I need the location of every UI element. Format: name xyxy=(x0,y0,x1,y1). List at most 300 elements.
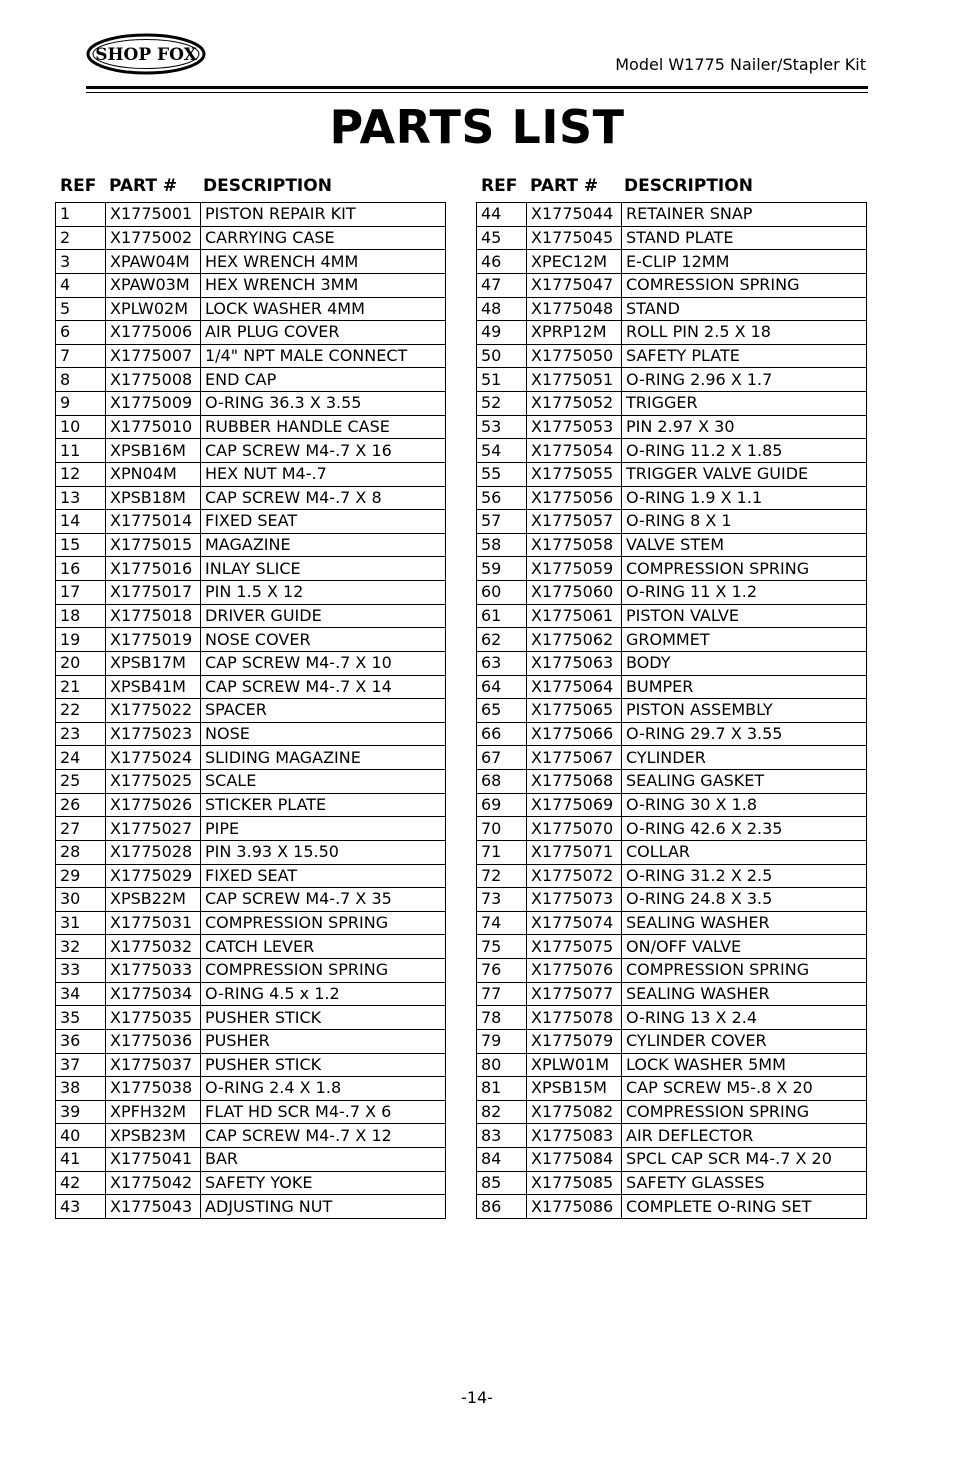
part-number-cell: X1775047 xyxy=(527,273,622,297)
description-cell: ROLL PIN 2.5 X 18 xyxy=(622,321,867,345)
description-cell: E-CLIP 12MM xyxy=(622,250,867,274)
ref-cell: 76 xyxy=(477,959,527,983)
table-row xyxy=(56,840,446,864)
table-header xyxy=(55,172,446,202)
table-row xyxy=(56,959,446,983)
ref-cell: 55 xyxy=(477,462,527,486)
part-number-cell: XPLW02M xyxy=(106,297,201,321)
part-number-cell: XPN04M xyxy=(106,462,201,486)
description-cell: O-RING 24.8 X 3.5 xyxy=(622,888,867,912)
table-row xyxy=(477,651,867,675)
part-number-cell: X1775017 xyxy=(106,581,201,605)
part-number-cell: X1775055 xyxy=(527,462,622,486)
part-number-cell: X1775052 xyxy=(527,392,622,416)
table-row xyxy=(56,793,446,817)
ref-cell: 23 xyxy=(56,722,106,746)
description-cell: PUSHER xyxy=(201,1029,446,1053)
part-number-cell: X1775077 xyxy=(527,982,622,1006)
description-cell: O-RING 42.6 X 2.35 xyxy=(622,817,867,841)
ref-cell: 27 xyxy=(56,817,106,841)
table-row xyxy=(56,1006,446,1030)
table-row xyxy=(56,1077,446,1101)
part-number-cell: X1775008 xyxy=(106,368,201,392)
description-cell: CAP SCREW M4-.7 X 12 xyxy=(201,1124,446,1148)
ref-cell: 17 xyxy=(56,581,106,605)
part-number-cell: X1775045 xyxy=(527,226,622,250)
ref-cell: 78 xyxy=(477,1006,527,1030)
description-cell: O-RING 36.3 X 3.55 xyxy=(201,392,446,416)
table-row xyxy=(56,439,446,463)
description-cell: HEX WRENCH 3MM xyxy=(201,273,446,297)
table-row xyxy=(477,1029,867,1053)
ref-cell: 26 xyxy=(56,793,106,817)
part-number-cell: X1775063 xyxy=(527,651,622,675)
ref-cell: 45 xyxy=(477,226,527,250)
ref-cell: 9 xyxy=(56,392,106,416)
part-number-cell: X1775027 xyxy=(106,817,201,841)
ref-cell: 29 xyxy=(56,864,106,888)
description-cell: PUSHER STICK xyxy=(201,1053,446,1077)
part-number-cell: X1775043 xyxy=(106,1195,201,1219)
part-number-cell: X1775041 xyxy=(106,1148,201,1172)
description-cell: FIXED SEAT xyxy=(201,864,446,888)
table-row xyxy=(477,557,867,581)
description-cell: BAR xyxy=(201,1148,446,1172)
ref-cell: 33 xyxy=(56,959,106,983)
part-number-cell: X1775023 xyxy=(106,722,201,746)
page-title: PARTS LIST xyxy=(329,100,625,154)
table-row xyxy=(56,699,446,723)
table-row xyxy=(477,344,867,368)
table-row xyxy=(56,273,446,297)
ref-cell: 3 xyxy=(56,250,106,274)
description-cell: CAP SCREW M4-.7 X 8 xyxy=(201,486,446,510)
part-number-cell: X1775034 xyxy=(106,982,201,1006)
description-cell: AIR PLUG COVER xyxy=(201,321,446,345)
table-row xyxy=(477,250,867,274)
ref-cell: 41 xyxy=(56,1148,106,1172)
description-cell: HEX NUT M4-.7 xyxy=(201,462,446,486)
description-cell: SEALING WASHER xyxy=(622,982,867,1006)
ref-cell: 14 xyxy=(56,510,106,534)
description-cell: COLLAR xyxy=(622,840,867,864)
ref-cell: 67 xyxy=(477,746,527,770)
table-row xyxy=(56,651,446,675)
part-number-cell: X1775059 xyxy=(527,557,622,581)
part-number-cell: X1775038 xyxy=(106,1077,201,1101)
description-cell: FIXED SEAT xyxy=(201,510,446,534)
part-number-cell: XPAW03M xyxy=(106,273,201,297)
ref-cell: 60 xyxy=(477,581,527,605)
model-title: Model W1775 Nailer/Stapler Kit xyxy=(615,55,866,74)
ref-cell: 47 xyxy=(477,273,527,297)
ref-cell: 48 xyxy=(477,297,527,321)
table-row xyxy=(56,1171,446,1195)
parts-rows-right xyxy=(477,203,867,1219)
ref-cell: 59 xyxy=(477,557,527,581)
description-cell: COMPRESSION SPRING xyxy=(622,557,867,581)
part-number-cell: XPAW04M xyxy=(106,250,201,274)
ref-cell: 6 xyxy=(56,321,106,345)
description-cell: END CAP xyxy=(201,368,446,392)
description-cell: INLAY SLICE xyxy=(201,557,446,581)
part-number-cell: X1775057 xyxy=(527,510,622,534)
table-row xyxy=(56,982,446,1006)
table-row xyxy=(56,297,446,321)
description-cell: RETAINER SNAP xyxy=(622,203,867,227)
table-row xyxy=(477,273,867,297)
part-number-cell: X1775062 xyxy=(527,628,622,652)
table-row xyxy=(56,510,446,534)
table-row xyxy=(477,864,867,888)
description-cell: COMPRESSION SPRING xyxy=(622,1100,867,1124)
description-cell: MAGAZINE xyxy=(201,533,446,557)
ref-cell: 54 xyxy=(477,439,527,463)
ref-cell: 1 xyxy=(56,203,106,227)
part-number-cell: X1775054 xyxy=(527,439,622,463)
part-number-cell: X1775009 xyxy=(106,392,201,416)
table-row xyxy=(56,604,446,628)
part-number-cell: X1775058 xyxy=(527,533,622,557)
part-number-cell: X1775032 xyxy=(106,935,201,959)
table-row xyxy=(477,1148,867,1172)
table-row xyxy=(56,817,446,841)
ref-cell: 75 xyxy=(477,935,527,959)
part-number-cell: X1775072 xyxy=(527,864,622,888)
ref-cell: 42 xyxy=(56,1171,106,1195)
ref-cell: 22 xyxy=(56,699,106,723)
description-cell: NOSE COVER xyxy=(201,628,446,652)
description-cell: O-RING 11.2 X 1.85 xyxy=(622,439,867,463)
table-row xyxy=(477,793,867,817)
description-cell: PIN 2.97 X 30 xyxy=(622,415,867,439)
description-cell: CATCH LEVER xyxy=(201,935,446,959)
table-row xyxy=(477,1053,867,1077)
ref-cell: 69 xyxy=(477,793,527,817)
ref-header: REF xyxy=(481,176,518,196)
part-number-cell: X1775001 xyxy=(106,203,201,227)
parts-rows-left xyxy=(56,203,446,1219)
table-row xyxy=(477,722,867,746)
ref-cell: 43 xyxy=(56,1195,106,1219)
ref-cell: 58 xyxy=(477,533,527,557)
part-number-cell: XPSB18M xyxy=(106,486,201,510)
description-cell: CYLINDER xyxy=(622,746,867,770)
ref-cell: 82 xyxy=(477,1100,527,1124)
table-row xyxy=(56,226,446,250)
description-cell: ON/OFF VALVE xyxy=(622,935,867,959)
description-cell: CAP SCREW M4-.7 X 35 xyxy=(201,888,446,912)
ref-cell: 11 xyxy=(56,439,106,463)
table-row xyxy=(56,462,446,486)
description-cell: SAFETY YOKE xyxy=(201,1171,446,1195)
description-cell: O-RING 11 X 1.2 xyxy=(622,581,867,605)
description-cell: CARRYING CASE xyxy=(201,226,446,250)
table-row xyxy=(477,415,867,439)
part-number-cell: X1775042 xyxy=(106,1171,201,1195)
ref-cell: 50 xyxy=(477,344,527,368)
description-cell: COMPLETE O-RING SET xyxy=(622,1195,867,1219)
part-number-cell: XPSB17M xyxy=(106,651,201,675)
description-cell: BODY xyxy=(622,651,867,675)
part-number-cell: X1775019 xyxy=(106,628,201,652)
part-number-cell: X1775026 xyxy=(106,793,201,817)
table-row xyxy=(477,297,867,321)
table-row xyxy=(477,770,867,794)
part-number-cell: XPRP12M xyxy=(527,321,622,345)
shop-fox-logo xyxy=(86,30,206,78)
description-cell: O-RING 29.7 X 3.55 xyxy=(622,722,867,746)
ref-cell: 56 xyxy=(477,486,527,510)
description-cell: SPCL CAP SCR M4-.7 X 20 xyxy=(622,1148,867,1172)
part-number-cell: X1775031 xyxy=(106,911,201,935)
part-number-cell: X1775025 xyxy=(106,770,201,794)
ref-cell: 36 xyxy=(56,1029,106,1053)
description-cell: O-RING 4.5 x 1.2 xyxy=(201,982,446,1006)
table-row xyxy=(477,675,867,699)
table-row xyxy=(56,770,446,794)
parts-table-right xyxy=(476,172,867,1219)
table-row xyxy=(56,415,446,439)
description-cell: CYLINDER COVER xyxy=(622,1029,867,1053)
ref-cell: 62 xyxy=(477,628,527,652)
part-number-cell: X1775018 xyxy=(106,604,201,628)
table-row xyxy=(56,250,446,274)
part-number-cell: X1775060 xyxy=(527,581,622,605)
description-cell: HEX WRENCH 4MM xyxy=(201,250,446,274)
ref-cell: 37 xyxy=(56,1053,106,1077)
part-number-cell: X1775037 xyxy=(106,1053,201,1077)
table-row xyxy=(477,1077,867,1101)
table-row xyxy=(477,581,867,605)
parts-table-left xyxy=(55,172,446,1219)
description-cell: AIR DEFLECTOR xyxy=(622,1124,867,1148)
ref-cell: 32 xyxy=(56,935,106,959)
description-cell: COMPRESSION SPRING xyxy=(201,959,446,983)
table-row xyxy=(56,344,446,368)
ref-cell: 53 xyxy=(477,415,527,439)
part-number-cell: X1775069 xyxy=(527,793,622,817)
table-row xyxy=(477,959,867,983)
description-cell: O-RING 8 X 1 xyxy=(622,510,867,534)
description-cell: CAP SCREW M5-.8 X 20 xyxy=(622,1077,867,1101)
description-cell: PUSHER STICK xyxy=(201,1006,446,1030)
table-header xyxy=(476,172,867,202)
part-number-cell: X1775053 xyxy=(527,415,622,439)
part-number-cell: X1775051 xyxy=(527,368,622,392)
part-number-cell: XPSB15M xyxy=(527,1077,622,1101)
table-row xyxy=(477,1195,867,1219)
part-number-cell: X1775028 xyxy=(106,840,201,864)
table-row xyxy=(477,1124,867,1148)
table-row xyxy=(477,746,867,770)
part-number-cell: X1775085 xyxy=(527,1171,622,1195)
ref-cell: 12 xyxy=(56,462,106,486)
part-number-cell: X1775076 xyxy=(527,959,622,983)
part-number-cell: X1775082 xyxy=(527,1100,622,1124)
description-cell: COMPRESSION SPRING xyxy=(622,959,867,983)
ref-cell: 63 xyxy=(477,651,527,675)
ref-cell: 40 xyxy=(56,1124,106,1148)
part-number-cell: X1775067 xyxy=(527,746,622,770)
description-cell: LOCK WASHER 5MM xyxy=(622,1053,867,1077)
table-row xyxy=(56,203,446,227)
ref-header: REF xyxy=(60,176,97,196)
part-number-cell: X1775044 xyxy=(527,203,622,227)
table-row xyxy=(56,888,446,912)
ref-cell: 8 xyxy=(56,368,106,392)
part-number-cell: X1775074 xyxy=(527,911,622,935)
part-number-cell: XPEC12M xyxy=(527,250,622,274)
description-cell: O-RING 31.2 X 2.5 xyxy=(622,864,867,888)
ref-cell: 51 xyxy=(477,368,527,392)
description-cell: CAP SCREW M4-.7 X 16 xyxy=(201,439,446,463)
description-cell: SAFETY GLASSES xyxy=(622,1171,867,1195)
table-row xyxy=(477,699,867,723)
ref-cell: 73 xyxy=(477,888,527,912)
table-row xyxy=(56,533,446,557)
table-row xyxy=(477,628,867,652)
description-cell: O-RING 30 X 1.8 xyxy=(622,793,867,817)
table-row xyxy=(56,581,446,605)
part-number-cell: XPSB23M xyxy=(106,1124,201,1148)
ref-cell: 61 xyxy=(477,604,527,628)
table-row xyxy=(477,911,867,935)
table-row xyxy=(56,746,446,770)
ref-cell: 10 xyxy=(56,415,106,439)
description-cell: O-RING 1.9 X 1.1 xyxy=(622,486,867,510)
table-row xyxy=(56,1100,446,1124)
description-cell: TRIGGER VALVE GUIDE xyxy=(622,462,867,486)
svg-text:SHOP FOX: SHOP FOX xyxy=(95,45,197,65)
description-cell: DRIVER GUIDE xyxy=(201,604,446,628)
ref-cell: 5 xyxy=(56,297,106,321)
table-row xyxy=(477,840,867,864)
ref-cell: 68 xyxy=(477,770,527,794)
part-number-cell: X1775050 xyxy=(527,344,622,368)
part-number-cell: X1775022 xyxy=(106,699,201,723)
table-row xyxy=(56,1029,446,1053)
ref-cell: 84 xyxy=(477,1148,527,1172)
table-row xyxy=(477,1006,867,1030)
part-number-cell: X1775048 xyxy=(527,297,622,321)
ref-cell: 65 xyxy=(477,699,527,723)
ref-cell: 30 xyxy=(56,888,106,912)
ref-cell: 66 xyxy=(477,722,527,746)
description-cell: PISTON ASSEMBLY xyxy=(622,699,867,723)
ref-cell: 83 xyxy=(477,1124,527,1148)
description-cell: COMPRESSION SPRING xyxy=(201,911,446,935)
ref-cell: 39 xyxy=(56,1100,106,1124)
ref-cell: 24 xyxy=(56,746,106,770)
description-cell: CAP SCREW M4-.7 X 14 xyxy=(201,675,446,699)
description-cell: PIN 1.5 X 12 xyxy=(201,581,446,605)
part-number-cell: X1775078 xyxy=(527,1006,622,1030)
ref-cell: 21 xyxy=(56,675,106,699)
ref-cell: 35 xyxy=(56,1006,106,1030)
ref-cell: 71 xyxy=(477,840,527,864)
table-row xyxy=(477,368,867,392)
part-number-cell: XPSB41M xyxy=(106,675,201,699)
part-number-cell: X1775070 xyxy=(527,817,622,841)
table-row xyxy=(477,392,867,416)
part-number-cell: X1775010 xyxy=(106,415,201,439)
table-row xyxy=(477,1100,867,1124)
table-row xyxy=(477,439,867,463)
table-row xyxy=(56,864,446,888)
ref-cell: 77 xyxy=(477,982,527,1006)
table-row xyxy=(56,1124,446,1148)
table-row xyxy=(477,321,867,345)
ref-cell: 7 xyxy=(56,344,106,368)
ref-cell: 18 xyxy=(56,604,106,628)
table-row xyxy=(477,533,867,557)
table-row xyxy=(477,982,867,1006)
part-number-cell: X1775061 xyxy=(527,604,622,628)
ref-cell: 72 xyxy=(477,864,527,888)
table-row xyxy=(477,935,867,959)
description-cell: BUMPER xyxy=(622,675,867,699)
part-number-cell: X1775035 xyxy=(106,1006,201,1030)
ref-cell: 86 xyxy=(477,1195,527,1219)
part-number-cell: XPSB22M xyxy=(106,888,201,912)
table-row xyxy=(56,911,446,935)
description-cell: O-RING 13 X 2.4 xyxy=(622,1006,867,1030)
table-row xyxy=(56,935,446,959)
table-row xyxy=(477,226,867,250)
part-number-cell: X1775079 xyxy=(527,1029,622,1053)
header-rule-thick xyxy=(86,86,868,89)
part-number-cell: X1775036 xyxy=(106,1029,201,1053)
part-number-cell: X1775084 xyxy=(527,1148,622,1172)
part-number-cell: X1775073 xyxy=(527,888,622,912)
part-number-cell: XPSB16M xyxy=(106,439,201,463)
part-number-cell: X1775002 xyxy=(106,226,201,250)
part-number-cell: X1775007 xyxy=(106,344,201,368)
description-cell: FLAT HD SCR M4-.7 X 6 xyxy=(201,1100,446,1124)
description-cell: PISTON VALVE xyxy=(622,604,867,628)
table-row xyxy=(477,817,867,841)
ref-cell: 34 xyxy=(56,982,106,1006)
page-number: -14- xyxy=(461,1388,493,1407)
ref-cell: 85 xyxy=(477,1171,527,1195)
description-cell: SPACER xyxy=(201,699,446,723)
table-row xyxy=(477,888,867,912)
description-cell: SLIDING MAGAZINE xyxy=(201,746,446,770)
table-row xyxy=(56,1053,446,1077)
description-cell: NOSE xyxy=(201,722,446,746)
ref-cell: 57 xyxy=(477,510,527,534)
ref-cell: 13 xyxy=(56,486,106,510)
table-row xyxy=(477,604,867,628)
part-number-cell: X1775033 xyxy=(106,959,201,983)
table-row xyxy=(56,722,446,746)
ref-cell: 2 xyxy=(56,226,106,250)
part-header: PART # xyxy=(530,176,599,196)
ref-cell: 80 xyxy=(477,1053,527,1077)
ref-cell: 38 xyxy=(56,1077,106,1101)
ref-cell: 25 xyxy=(56,770,106,794)
part-number-cell: X1775075 xyxy=(527,935,622,959)
description-cell: 1/4" NPT MALE CONNECT xyxy=(201,344,446,368)
description-cell: ADJUSTING NUT xyxy=(201,1195,446,1219)
part-number-cell: XPFH32M xyxy=(106,1100,201,1124)
description-cell: STAND xyxy=(622,297,867,321)
table-row xyxy=(477,203,867,227)
part-number-cell: X1775056 xyxy=(527,486,622,510)
table-row xyxy=(56,675,446,699)
ref-cell: 49 xyxy=(477,321,527,345)
